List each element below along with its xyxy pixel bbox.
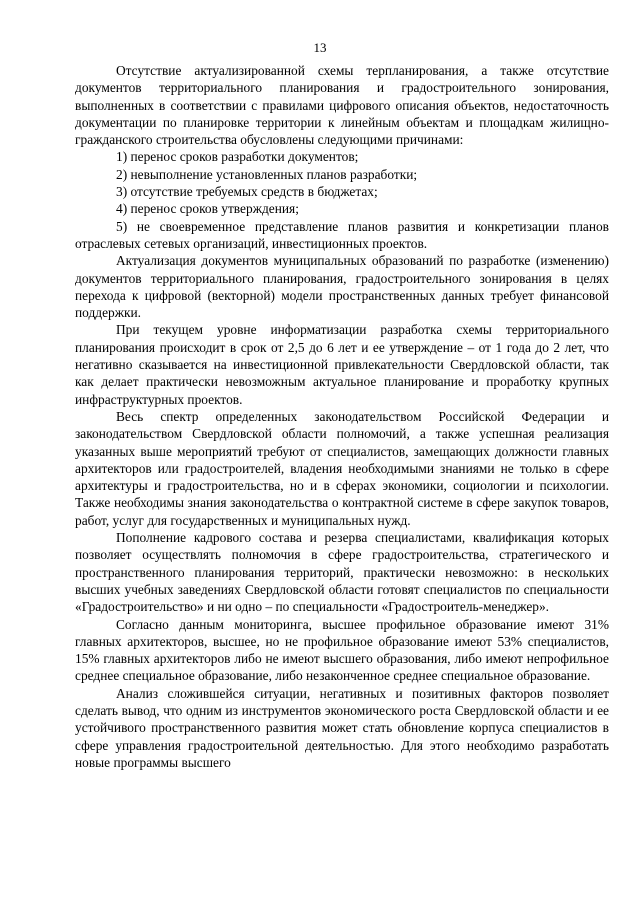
document-body xyxy=(75,62,609,771)
body-paragraph: Анализ сложившейся ситуации, негативных и позитивных факторов позволяет сделать вывод, что одним из инструментов экономического роста Свердловской области и ее устойчивого пространственного развития может стать обновление корпуса специалистов в сфере управления градостроительной деятельностью. Для этого необходимо разработать новые программы высшего xyxy=(75,685,609,770)
list-item: 5) не своевременное представление планов развития и конкретизации планов отраслевых сетевых организаций, инвестиционных проектов. xyxy=(75,218,609,251)
intro-paragraph: Отсутствие актуализированной схемы терпланирования, а также отсутствие документов территориального планирования и градостроительного зонирования, выполненных в соответствии с правилами цифрового описания объектов, недостаточность документации по планировке территории к линейным объектам и площадкам жилищно-гражданского строительства обусловлены следующими причинами: xyxy=(75,63,609,148)
body-paragraph: Актуализация документов муниципальных образований по разработке (изменению) документов территориального планирования, градостроительного зонирования в целях перехода к цифровой (векторной) модели пространственных данных требует финансовой поддержки. xyxy=(75,253,609,321)
list-item: 4) перенос сроков утверждения; xyxy=(116,201,299,217)
body-paragraph: При текущем уровне информатизации разработка схемы территориального планирования происходит в срок от 2,5 до 6 лет и ее утверждение – от 1 года до 2 лет, что негативно сказывается на инвестиционной привлекательности Свердловской области, так как делает практически невозможным актуальное планирование и проработку крупных инфраструктурных проектов. xyxy=(75,322,609,407)
list-item: 2) невыполнение установленных планов разработки; xyxy=(116,166,418,182)
list-item: 3) отсутствие требуемых средств в бюджетах; xyxy=(116,184,378,200)
body-paragraph: Согласно данным мониторинга, высшее профильное образование имеют 31% главных архитекторов, высшее, но не профильное образование имеют 53% специалистов, 15% главных архитекторов либо не имеют высшего образования, либо имеют непрофильное среднее специальное образование, либо незаконченное среднее специальное образование. xyxy=(75,616,609,684)
page-number: 13 xyxy=(313,40,327,55)
body-paragraph: Пополнение кадрового состава и резерва специалистами, квалификация которых позволяет осуществлять полномочия в сфере градостроительства, стратегического и пространственного планирования территорий, практически невозможно: в нескольких высших учебных заведениях Свердловской области готовят специалистов по специальности «Градостроительство» и ни одно – по специальности «Градостроитель-менеджер». xyxy=(75,530,609,615)
body-paragraph: Весь спектр определенных законодательством Российской Федерации и законодательством Свердловской области полномочий, а также успешная реализация указанных выше мероприятий требуют от специалистов, замещающих должности главных архитекторов или градостроителей, владения необходимыми знаниями не только в сфере архитектуры и градостроительства, но и в сферах экономики, социологии и психологии. Также необходимы знания законодательства о контрактной системе в сфере закупок товаров, работ, услуг для государственных и муниципальных нужд. xyxy=(75,408,609,528)
reasons-list xyxy=(75,148,609,252)
list-item: 1) перенос сроков разработки документов; xyxy=(116,149,359,165)
